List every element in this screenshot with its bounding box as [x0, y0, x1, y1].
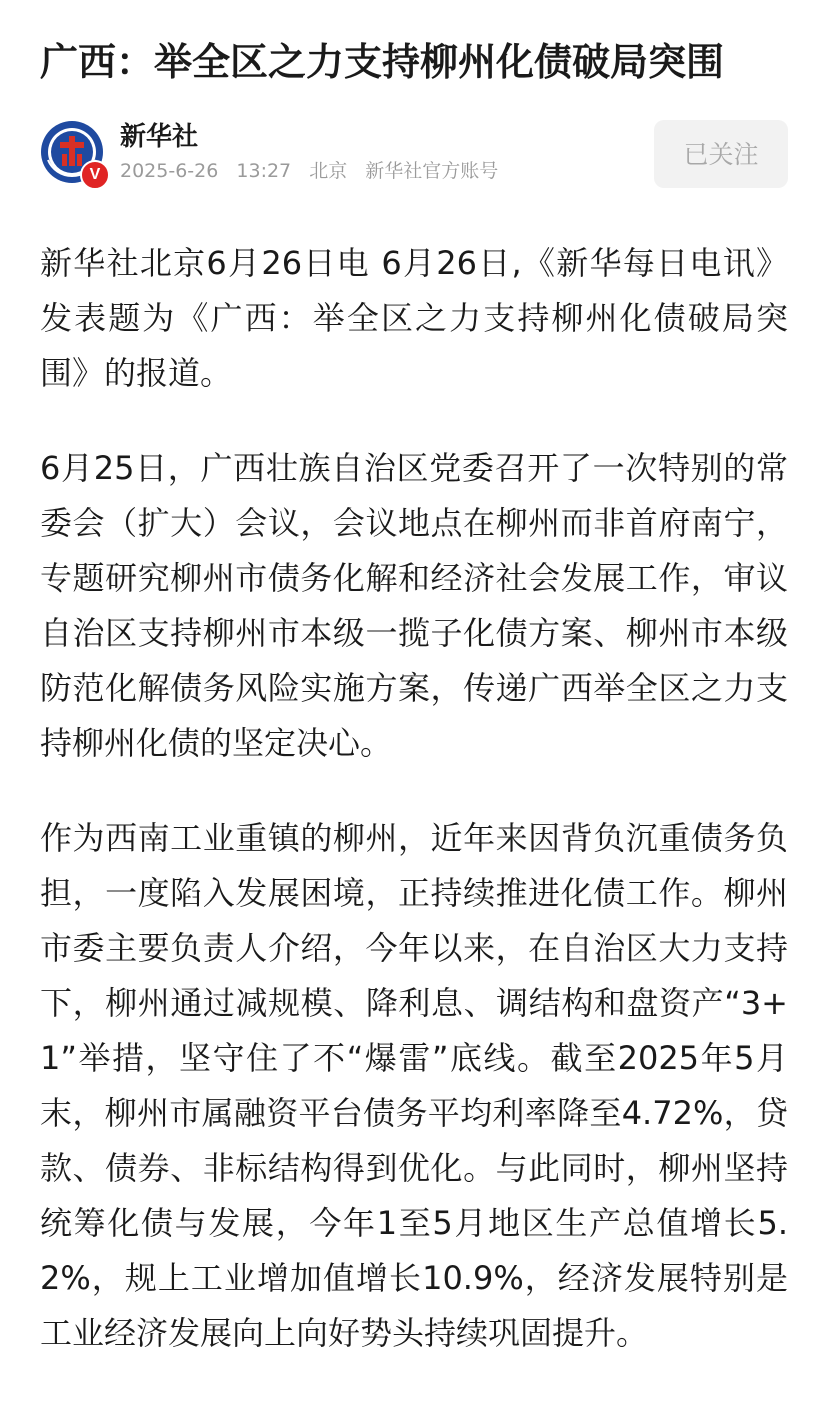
article-meta — [120, 158, 510, 184]
article-body — [40, 236, 788, 1401]
publish-date: 2025-6-26 — [120, 160, 219, 182]
author-avatar[interactable] — [40, 120, 104, 184]
author-row — [40, 120, 790, 190]
article-paragraph: 新华社北京6月26日电 6月26日,《新华每日电讯》发表题为《广西：举全区之力支持柳州化债破局突围》的报道。 — [40, 244, 788, 392]
publish-location: 北京 — [309, 160, 348, 182]
account-type: 新华社官方账号 — [365, 160, 499, 182]
article-paragraph: 6月25日，广西壮族自治区党委召开了一次特别的常委会（扩大）会议，会议地点在柳州而非首府南宁，专题研究柳州市债务化解和经济社会发展工作，审议自治区支持柳州市本级一揽子化债方案、柳州市本级防范化解债务风险实施方案，传递广西举全区之力支持柳州化债的坚定决心。 — [40, 449, 788, 762]
publish-time: 13:27 — [236, 160, 292, 182]
article-paragraph: 作为西南工业重镇的柳州，近年来因背负沉重债务负担，一度陷入发展困境，正持续推进化债工作。柳州市委主要负责人介绍，今年以来，在自治区大力支持下，柳州通过减规模、降利息、调结构和盘资产“3+1”举措，坚守住了不“爆雷”底线。截至2025年5月末，柳州市属融资平台债务平均利率降至4.72%，贷款、债券、非标结构得到优化。与此同时，柳州坚持统筹化债与发展，今年1至5月地区生产总值增长5.2%，规上工业增加值增长10.9%，经济发展特别是工业经济发展向上向好势头持续巩固提升。 — [40, 819, 788, 1352]
verified-badge-icon: V — [80, 160, 110, 190]
article-title: 广西：举全区之力支持柳州化债破局突围 — [40, 40, 725, 84]
author-name[interactable]: 新华社 — [120, 122, 199, 152]
follow-button[interactable]: 已关注 — [654, 120, 788, 188]
